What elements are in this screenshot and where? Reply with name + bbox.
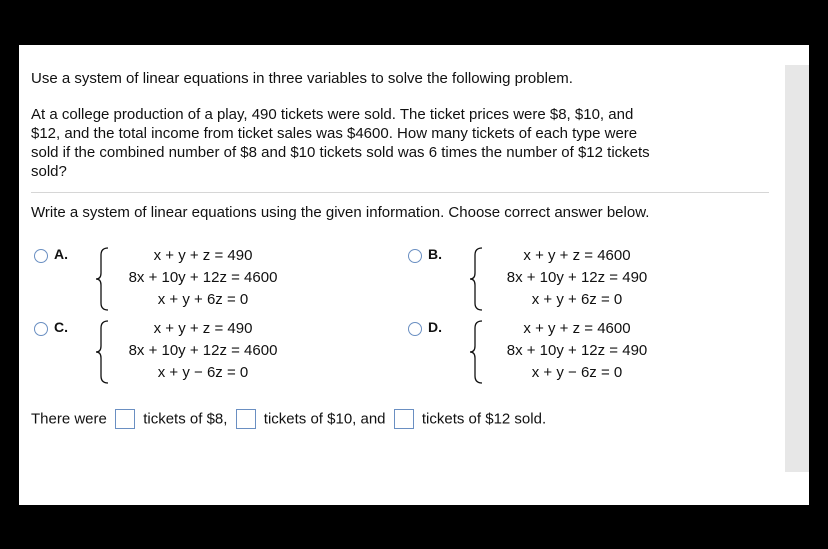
option-letter: C. (54, 319, 68, 335)
option-letter: B. (428, 246, 442, 262)
answer-input-10[interactable] (236, 409, 256, 429)
equation: 8x + 10y + 12z = 4600 (128, 342, 278, 359)
equation: x + y − 6z = 0 (531, 364, 623, 381)
answer-row (31, 409, 546, 433)
option-b[interactable] (408, 245, 738, 317)
radio-icon[interactable] (34, 249, 48, 263)
answer-prefix: There were (31, 410, 107, 428)
equation: 8x + 10y + 12z = 490 (506, 269, 648, 286)
answer-label-10: tickets of $10, and (263, 410, 386, 428)
equation: x + y − 6z = 0 (157, 364, 249, 381)
divider (31, 192, 769, 193)
answer-input-8[interactable] (115, 409, 135, 429)
answer-label-12: tickets of $12 sold. (421, 410, 547, 428)
radio-icon[interactable] (408, 322, 422, 336)
equation-system (482, 318, 672, 384)
option-a[interactable] (34, 245, 364, 317)
option-d[interactable] (408, 318, 738, 390)
problem-line: $12, and the total income from ticket sales was $4600. How many tickets of each type were (31, 125, 638, 142)
equation: x + y + z = 490 (153, 320, 253, 337)
radio-icon[interactable] (34, 322, 48, 336)
problem-line: sold if the combined number of $8 and $10 tickets sold was 6 times the number of $12 tickets (31, 144, 650, 161)
equation: x + y + z = 4600 (523, 320, 631, 337)
problem-line: At a college production of a play, 490 tickets were sold. The ticket prices were $8, $10, and (31, 106, 634, 123)
question-panel (19, 45, 809, 505)
option-c[interactable] (34, 318, 364, 390)
equation: x + y + z = 4600 (523, 247, 631, 264)
equation-system (482, 245, 672, 311)
answer-input-12[interactable] (394, 409, 414, 429)
option-letter: D. (428, 319, 442, 335)
equation-system (108, 318, 298, 384)
intro-text: Use a system of linear equations in three variables to solve the following problem. (31, 70, 573, 87)
equation: x + y + z = 490 (153, 247, 253, 264)
instruction-text: Write a system of linear equations using the given information. Choose correct answer below. (31, 204, 650, 221)
problem-line: sold? (31, 163, 67, 180)
equation: 8x + 10y + 12z = 4600 (128, 269, 278, 286)
equation: x + y + 6z = 0 (531, 291, 623, 308)
answer-label-8: tickets of $8, (143, 410, 228, 428)
problem-text (31, 105, 766, 181)
option-letter: A. (54, 246, 68, 262)
equation: x + y + 6z = 0 (157, 291, 249, 308)
radio-icon[interactable] (408, 249, 422, 263)
scrollbar[interactable] (785, 65, 809, 472)
equation: 8x + 10y + 12z = 490 (506, 342, 648, 359)
equation-system (108, 245, 298, 311)
